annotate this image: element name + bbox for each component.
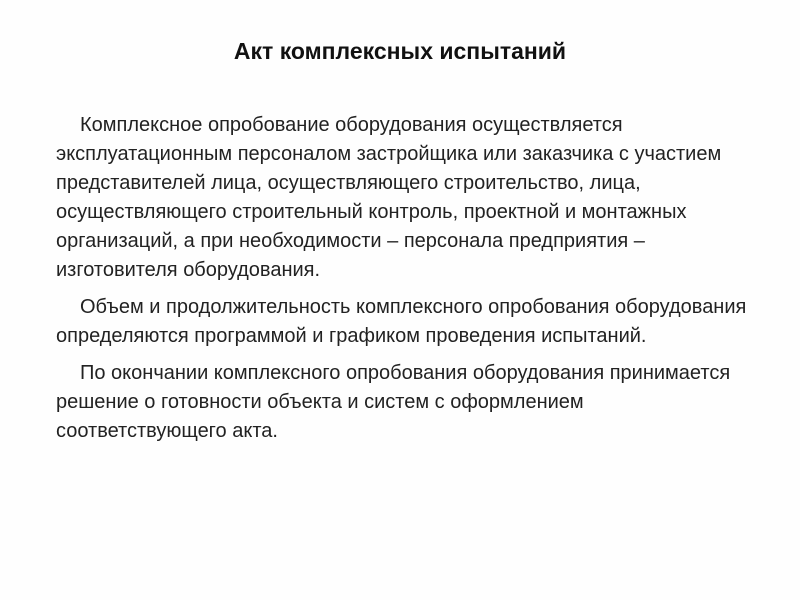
- slide-title: Акт комплексных испытаний: [233, 38, 567, 64]
- slide-body: [56, 111, 756, 454]
- paragraph-scope: Объем и продолжительность комплексного опробования оборудования определяются программой и графиком проведения испытаний.: [56, 296, 747, 347]
- paragraph-commissioning: Комплексное опробование оборудования осуществляется эксплуатационным персоналом застройщика или заказчика с участием представителей лица, осуществляющего строительство, лица, осуществляющего строительный контроль, проектной и монтажных организаций, а при необходимости – персонала предприятия – изготовителя оборудования.: [56, 114, 722, 281]
- paragraph-decision: По окончании комплексного опробования оборудования принимается решение о готовности объекта и систем с оформлением соответствующего акта.: [56, 362, 731, 442]
